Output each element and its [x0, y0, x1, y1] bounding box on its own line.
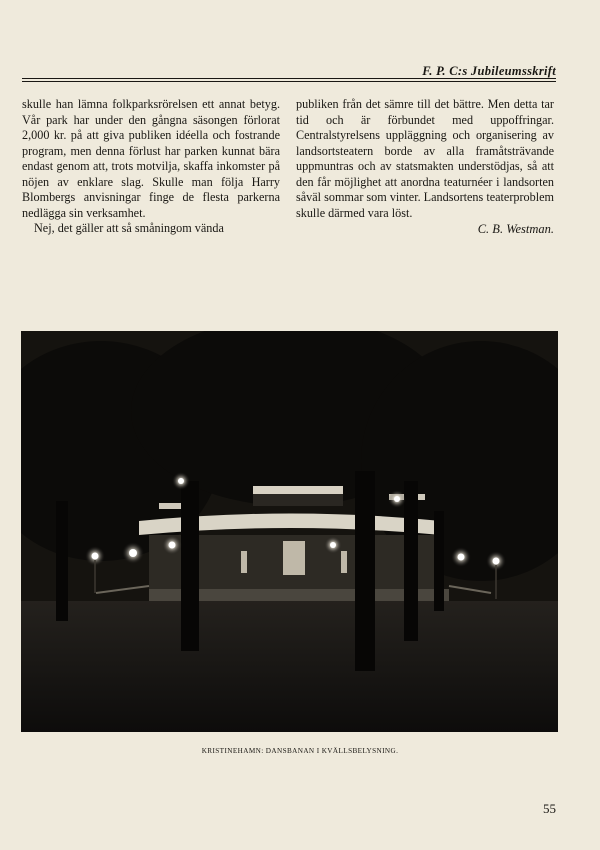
night-photograph — [21, 331, 558, 732]
paragraph: Nej, det gäller att så småningom vända — [34, 221, 224, 235]
running-header-title: F. P. C:s Jubileumsskrift — [422, 64, 556, 78]
text-column-left — [22, 97, 280, 237]
paragraph: publiken från det sämre till det bättre. Men detta tar tid och är förbundet med uppoffringar. Centralstyrelsens uppläggning och organisering av landsortsteatern borde av alla framåtsträvande uppmuntras och av statsmakten understödjas, så att den får möjlighet att anordna teaturnéer i landsorten såväl sommar som vinter. Landsortens teaterproblem skulle därmed vara löst. — [296, 97, 554, 220]
page-number: 55 — [543, 801, 556, 816]
paragraph: skulle han lämna folkparksrörelsen ett annat betyg. Vår park har under den gångna säsongen förlorat 2,000 kr. på att giva publiken idéella och fostrande program, men denna förlust har parken kunnat bära endast genom att, trots motvilja, skaffa inkomster på nöjen av enklare slag. Skulle man följa Harry Blombergs anvisningar finge de flesta parkerna nedlägga sin verksamhet. — [22, 97, 280, 220]
author-signature: C. B. Westman. — [477, 222, 554, 236]
photo-caption: KRISTINEHAMN: DANSBANAN I KVÄLLSBELYSNING. — [201, 747, 399, 755]
header-rule-bottom — [22, 81, 556, 82]
text-column-right — [296, 97, 554, 238]
dance-pavilion-illustration — [21, 331, 558, 732]
header-rule-top — [22, 78, 556, 79]
